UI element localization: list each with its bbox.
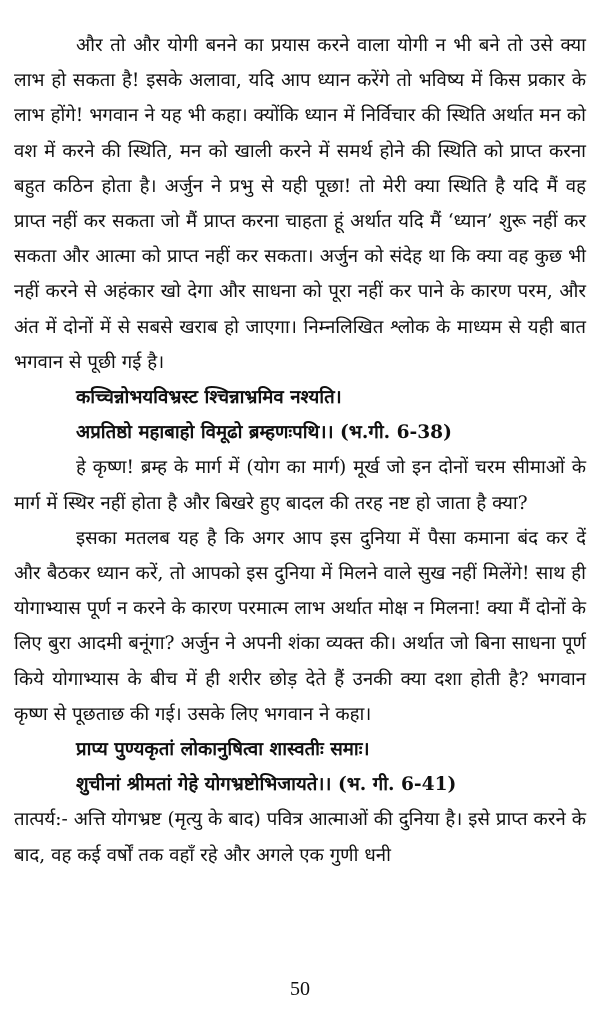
paragraph-verse-meaning: हे कृष्ण! ब्रम्ह के मार्ग में (योग का मार्ग) मूर्ख जो इन दोनों चरम सीमाओं के मार्ग में स्थिर नहीं होता है और बिखरे हुए बादल की तरह नष्ट हो जाता है क्या? <box>14 457 586 514</box>
verse-6-41-line-1: प्राप्य पुण्यकृतां लोकानुषित्वा शास्वतीः समाः। <box>76 739 370 761</box>
verse-6-41-line-2: शुचीनां श्रीमतां गेहे योगभ्रष्टोभिजायते।। (भ. गी. 6-41) <box>76 774 457 796</box>
page-body <box>14 28 586 873</box>
paragraph-explanation: इसका मतलब यह है कि अगर आप इस दुनिया में पैसा कमाना बंद कर दें और बैठकर ध्यान करें, तो आपको इस दुनिया में मिलने वाले सुख नहीं मिलेंगे! साथ ही योगाभ्यास पूर्ण न करने के कारण परमात्म लाभ अर्थात मोक्ष न मिलना! क्या मैं दोनों के लिए बुरा आदमी बनूंगा? अर्जुन ने अपनी शंका व्यक्त की। अर्थात जो बिना साधना पूर्ण किये योगाभ्यास के बीच में ही शरीर छोड़ देते हैं उनकी क्या दशा होती है? भगवान कृष्ण से पूछताछ की गई। उसके लिए भगवान ने कहा। <box>14 527 586 725</box>
paragraph-meaning: तात्पर्य:- अत्ति योगभ्रष्ट (मृत्यु के बाद) पवित्र आत्माओं की दुनिया है। इसे प्राप्त करने के बाद, वह कई वर्षों तक वहाँ रहे और अगले एक गुणी धनी <box>14 809 586 866</box>
paragraph-intro: और तो और योगी बनने का प्रयास करने वाला योगी न भी बने तो उसे क्या लाभ हो सकता है! इसके अलावा, यदि आप ध्यान करेंगे तो भविष्य में किस प्रकार के लाभ होंगे! भगवान ने यह भी कहा। क्योंकि ध्यान में निर्विचार की स्थिति अर्थात मन को वश में करने की स्थिति, मन को खाली करने में समर्थ होने की स्थिति को प्राप्त करना बहुत कठिन होता है। अर्जुन ने प्रभु से यही पूछा! तो मेरी क्या स्थिति है यदि मैं वह प्राप्त नहीं कर सकता जो मैं प्राप्त करना चाहता हूं अर्थात यदि मैं ‘ध्यान’ शुरू नहीं कर सकता और आत्मा को प्राप्त नहीं कर सकता। अर्जुन को संदेह था कि क्या वह कुछ भी नहीं करने से अहंकार खो देगा और साधना को पूरा नहीं कर पाने के कारण परम, और अंत में दोनों में से सबसे खराब हो जाएगा। निम्नलिखित श्लोक के माध्यम से यही बात भगवान से पूछी गई है। <box>14 35 586 373</box>
page-number: 50 <box>290 978 310 1000</box>
verse-6-38-line-1: कच्चिन्नोभयविभ्रस्ट श्चिन्नाभ्रमिव नश्यति। <box>76 387 342 409</box>
verse-6-38-line-2: अप्रतिष्ठो महाबाहो विमूढो ब्रम्हणःपथि।। (भ.गी. 6-38) <box>76 422 452 444</box>
